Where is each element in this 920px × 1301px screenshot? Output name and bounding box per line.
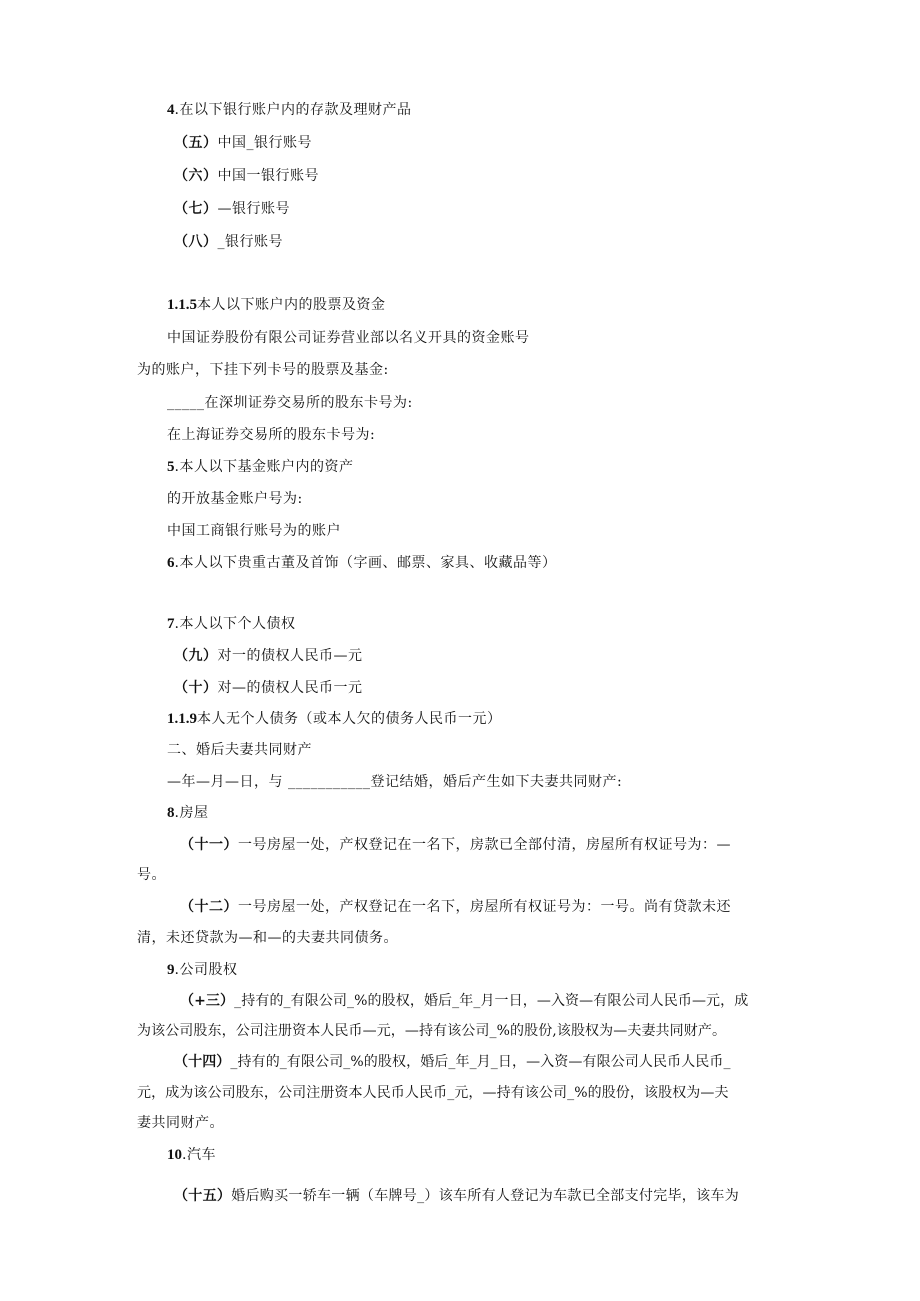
item-tag: （九） <box>174 648 218 664</box>
item-7: （七）—银行账号 <box>174 201 290 217</box>
section-4-heading: 4.在以下银行账户内的存款及理财产品 <box>167 102 412 118</box>
item-13: （+三）_持有的_有限公司_%的股权，婚后_年_月一日，—入资—有限公司人民币—元，成 <box>180 993 749 1009</box>
item-14-continued: 妻共同财产。 <box>137 1115 224 1131</box>
item-14: （十四）_持有的_有限公司_%的股权，婚后_年_月_日，—入资—有限公司人民币人民币_ <box>174 1054 731 1070</box>
section-2-heading: 二、婚后夫妻共同财产 <box>167 742 312 758</box>
section-1-1-5-heading: 1.1.5本人以下账户内的股票及资金 <box>167 297 386 313</box>
paragraph-line: 在上海证券交易所的股东卡号为: <box>167 427 376 443</box>
section-5-heading: 5.本人以下基金账户内的资产 <box>167 459 354 475</box>
paragraph-line: _____在深圳证券交易所的股东卡号为: <box>167 395 413 411</box>
section-number: 1.1.5 <box>167 297 197 313</box>
item-14-continued: 元，成为该公司股东，公司注册资本人民币人民币_元，—持有该公司_%的股份，该股权为—夫 <box>137 1085 729 1101</box>
item-8: （八）_银行账号 <box>174 234 283 250</box>
section-number: 4 <box>167 102 175 118</box>
item-tag: （十五） <box>174 1188 232 1204</box>
section-9-heading: 9.公司股权 <box>167 962 238 978</box>
item-tag: （十一） <box>180 837 238 853</box>
item-12: （十二）一号房屋一处，产权登记在一名下，房屋所有权证号为：一号。尚有贷款未还 <box>180 899 731 915</box>
section-number: 9 <box>167 962 175 978</box>
section-1-1-9-heading: 1.1.9本人无个人债务（或本人欠的债务人民币一元） <box>167 711 502 727</box>
section-7-heading: 7.本人以下个人债权 <box>167 616 296 632</box>
section-number: 5 <box>167 459 175 475</box>
paragraph-line: —年—月—日，与 ___________登记结婚，婚后产生如下夫妻共同财产: <box>167 774 623 790</box>
item-tag: （+三） <box>180 993 235 1009</box>
item-tag: （十四） <box>174 1054 231 1070</box>
item-tag: （五） <box>174 135 218 151</box>
item-13-continued: 为该公司股东，公司注册资本人民币—元，—持有该公司_%的股份,该股权为—夫妻共同财产。 <box>137 1023 727 1039</box>
item-9: （九）对一的债权人民币—元 <box>174 648 363 664</box>
item-tag: （六） <box>174 168 218 184</box>
section-number: 10 <box>167 1147 182 1163</box>
section-number: 1.1.9 <box>167 711 197 727</box>
section-number: 6 <box>167 555 175 571</box>
item-10: （十）对—的债权人民币一元 <box>174 680 363 696</box>
item-11-continued: 号。 <box>137 867 166 883</box>
item-tag: （十） <box>174 680 218 696</box>
item-tag: （十二） <box>180 899 238 915</box>
section-number: 8 <box>167 805 175 821</box>
section-10-heading: 10.汽车 <box>167 1147 216 1163</box>
section-6-heading: 6.本人以下贵重古董及首饰（字画、邮票、家具、收藏品等） <box>167 555 557 571</box>
item-12-continued: 清，未还贷款为—和—的夫妻共同债务。 <box>137 930 398 946</box>
paragraph-line: 的开放基金账户号为: <box>167 491 303 507</box>
item-tag: （七） <box>174 201 218 217</box>
paragraph-line: 为的账户，下挂下列卡号的股票及基金: <box>137 362 389 378</box>
paragraph-line: 中国工商银行账号为的账户 <box>167 523 341 539</box>
section-number: 7 <box>167 616 175 632</box>
item-6: （六）中国一银行账号 <box>174 168 319 184</box>
item-11: （十一）一号房屋一处，产权登记在一名下，房款已全部付清，房屋所有权证号为：— <box>180 837 731 853</box>
item-tag: （八） <box>174 234 218 250</box>
paragraph-line: 中国证券股份有限公司证券营业部以名义开具的资金账号 <box>167 330 530 346</box>
item-15: （十五）婚后购买一轿车一辆（车牌号_）该车所有人登记为车款已全部支付完毕，该车为 <box>174 1188 740 1204</box>
section-8-heading: 8.房屋 <box>167 805 209 821</box>
item-5: （五）中国_银行账号 <box>174 135 312 151</box>
